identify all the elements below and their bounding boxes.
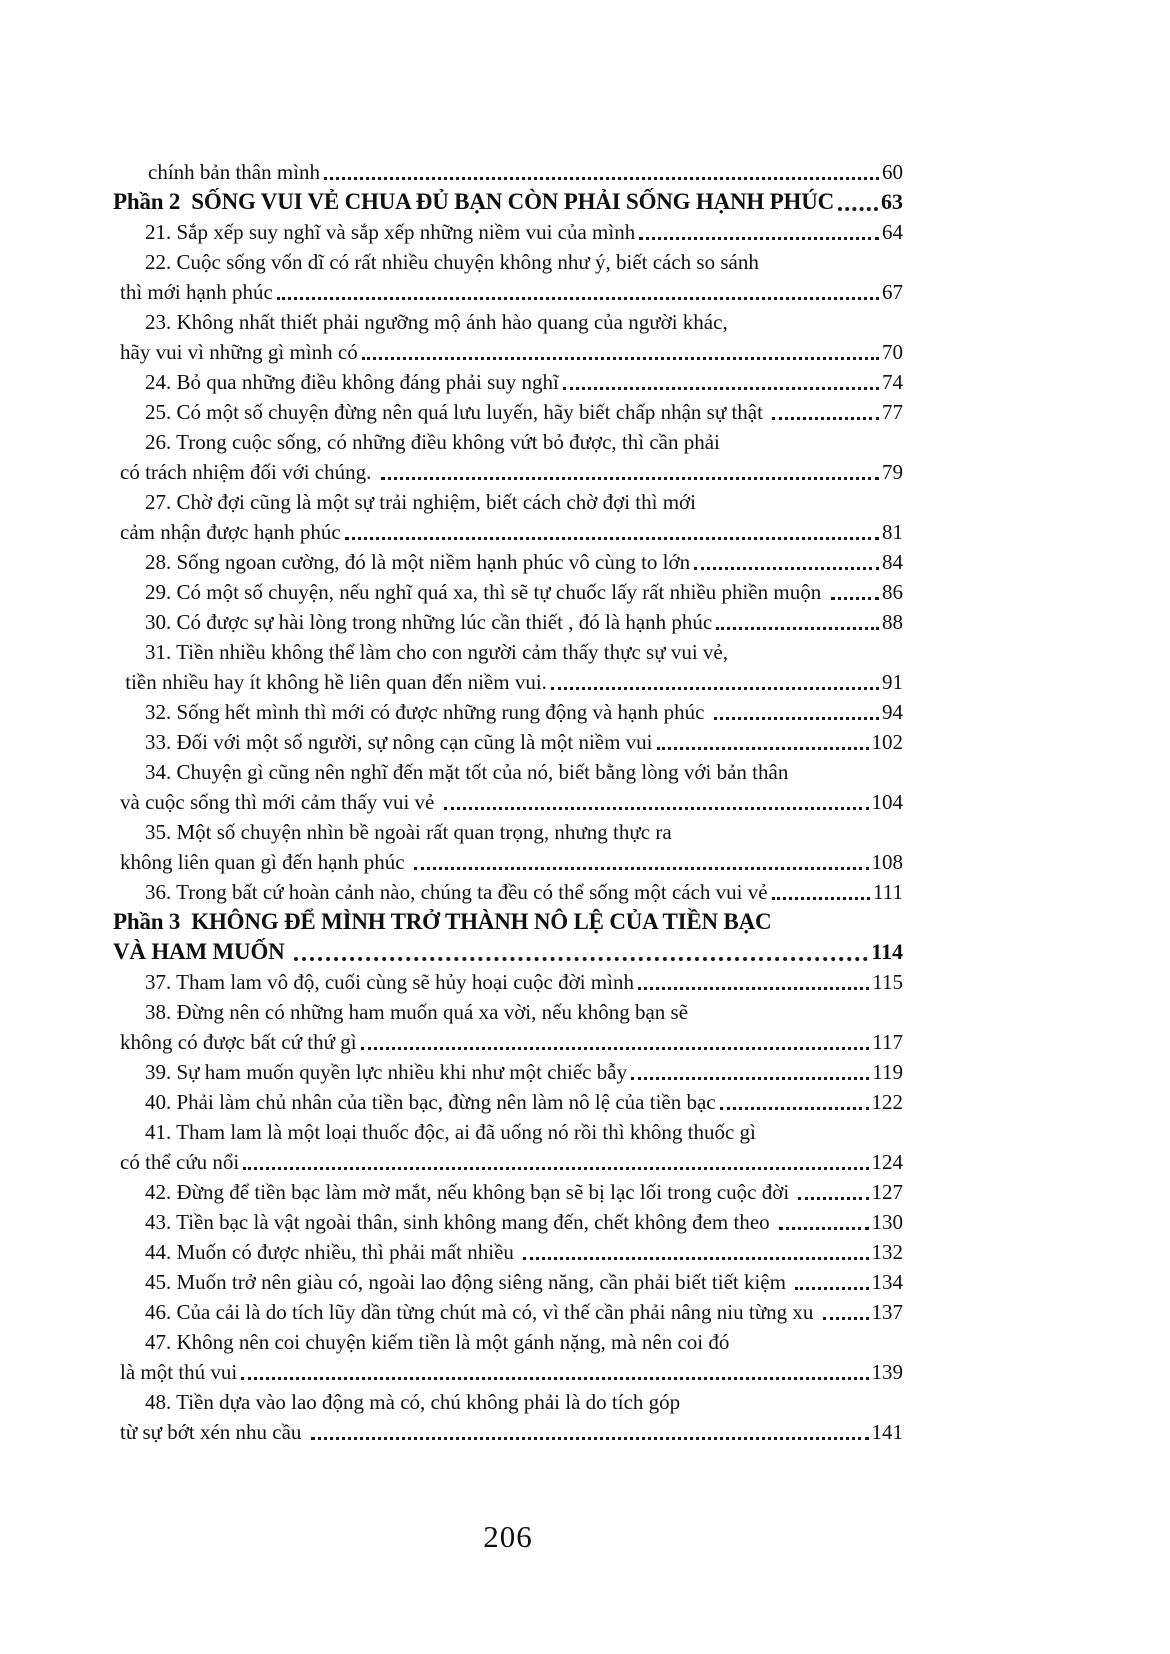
toc-row xyxy=(113,637,903,667)
dot-leader xyxy=(795,1267,868,1290)
toc-row xyxy=(113,1057,903,1087)
dot-leader xyxy=(714,697,879,720)
toc-entry-text: 42. Đừng để tiền bạc làm mờ mắt, nếu không bạn sẽ bị lạc lối trong cuộc đời xyxy=(145,1180,795,1204)
toc-entry-text: 47. Không nên coi chuyện kiếm tiền là một gánh nặng, mà nên coi đó xyxy=(145,1330,730,1354)
toc-entry-text: 33. Đối với một số người, sự nông cạn cũng là một niềm vui xyxy=(145,730,653,754)
toc-page-number: 139 xyxy=(871,1360,903,1384)
toc-page-number: 114 xyxy=(871,939,903,964)
toc-row xyxy=(113,187,903,217)
toc-entry-text: 48. Tiền dựa vào lao động mà có, chú không phải là do tích góp xyxy=(145,1390,681,1414)
toc-entry-text: là một thú vui xyxy=(120,1360,238,1384)
dot-leader xyxy=(716,607,879,630)
toc-row xyxy=(113,217,903,247)
dot-leader xyxy=(523,1237,868,1260)
dot-leader xyxy=(361,1027,870,1050)
toc-page-number: 141 xyxy=(871,1420,903,1444)
dot-leader xyxy=(362,337,879,360)
toc-row xyxy=(113,1237,903,1267)
toc-entry-text: 40. Phải làm chủ nhân của tiền bạc, đừng nên làm nô lệ của tiền bạc xyxy=(145,1090,716,1114)
dot-leader xyxy=(241,1357,868,1380)
toc-entry-text: từ sự bớt xén nhu cầu xyxy=(120,1420,307,1444)
toc-page-number: 119 xyxy=(872,1060,903,1084)
toc-row xyxy=(113,457,903,487)
dot-leader xyxy=(311,1417,869,1440)
toc-row xyxy=(113,157,903,187)
toc-row xyxy=(113,817,903,847)
dot-leader xyxy=(638,967,869,990)
dot-leader xyxy=(694,547,879,570)
toc-page-number: 63 xyxy=(881,189,903,214)
toc-row xyxy=(113,847,903,877)
toc-page-number: 137 xyxy=(871,1300,903,1324)
toc-page-number: 94 xyxy=(882,700,903,724)
toc-entry-text: 25. Có một số chuyện đừng nên quá lưu luyến, hãy biết chấp nhận sự thật xyxy=(145,400,769,424)
toc-entry-text: 27. Chờ đợi cũng là một sự trải nghiệm, biết cách chờ đợi thì mới xyxy=(145,490,696,514)
toc-row xyxy=(113,247,903,277)
toc-row xyxy=(113,727,903,757)
toc-page-number: 122 xyxy=(871,1090,903,1114)
toc-page-number: 64 xyxy=(882,220,903,244)
toc-page-number: 132 xyxy=(871,1240,903,1264)
toc-page-number: 77 xyxy=(882,400,903,424)
footer-page-number: 206 xyxy=(483,1519,533,1554)
toc-page-number: 91 xyxy=(882,670,903,694)
toc-row xyxy=(113,937,903,967)
toc-page-number: 60 xyxy=(882,160,903,184)
dot-leader xyxy=(831,577,879,600)
toc-entry-text: 41. Tham lam là một loại thuốc độc, ai đã uống nó rồi thì không thuốc gì xyxy=(145,1120,756,1144)
dot-leader xyxy=(414,847,869,870)
toc-row xyxy=(113,997,903,1027)
toc-row xyxy=(113,667,903,697)
toc-section-title: Phần 3 KHÔNG ĐỂ MÌNH TRỞ THÀNH NÔ LỆ CỦA TIỀN BẠC xyxy=(113,909,772,934)
toc-entry-text: 39. Sự ham muốn quyền lực nhiều khi như một chiếc bẫy xyxy=(145,1060,628,1084)
table-of-contents xyxy=(113,0,903,1447)
toc-entry-text: không liên quan gì đến hạnh phúc xyxy=(120,850,410,874)
toc-row xyxy=(113,1297,903,1327)
dot-leader xyxy=(772,877,870,900)
dot-leader xyxy=(838,187,878,211)
toc-entry-text: 31. Tiền nhiều không thể làm cho con người cảm thấy thực sự vui vẻ, xyxy=(145,640,729,664)
toc-page-number: 127 xyxy=(871,1180,903,1204)
toc-page-number: 117 xyxy=(872,1030,903,1054)
toc-entry-text: 26. Trong cuộc sống, có những điều không vứt bỏ được, thì cần phải xyxy=(145,430,720,454)
toc-row xyxy=(113,1417,903,1447)
toc-page-number: 130 xyxy=(871,1210,903,1234)
toc-entry-text: 29. Có một số chuyện, nếu nghĩ quá xa, thì sẽ tự chuốc lấy rất nhiều phiền muộn xyxy=(145,580,827,604)
toc-entry-text: 36. Trong bất cứ hoàn cảnh nào, chúng ta đều có thể sống một cách vui vẻ xyxy=(145,880,768,904)
toc-entry-text: hãy vui vì những gì mình có xyxy=(120,340,358,364)
toc-row xyxy=(113,1177,903,1207)
toc-page-number: 134 xyxy=(871,1270,903,1294)
toc-page-number: 88 xyxy=(882,610,903,634)
dot-leader xyxy=(772,397,879,420)
toc-row xyxy=(113,337,903,367)
toc-entry-text: 22. Cuộc sống vốn dĩ có rất nhiều chuyện không như ý, biết cách so sánh xyxy=(145,250,759,274)
dot-leader xyxy=(720,1087,869,1110)
dot-leader xyxy=(779,1207,869,1230)
dot-leader xyxy=(798,1177,868,1200)
toc-row xyxy=(113,397,903,427)
toc-row xyxy=(113,757,903,787)
toc-entry-text: cảm nhận được hạnh phúc xyxy=(120,520,341,544)
toc-page-number: 67 xyxy=(882,280,903,304)
toc-entry-text: 35. Một số chuyện nhìn bề ngoài rất quan trọng, nhưng thực ra xyxy=(145,820,672,844)
toc-row xyxy=(113,1027,903,1057)
toc-entry-text: 32. Sống hết mình thì mới có được những rung động và hạnh phúc xyxy=(145,700,710,724)
toc-page-number: 84 xyxy=(882,550,903,574)
toc-page-number: 79 xyxy=(882,460,903,484)
toc-entry-text: 46. Của cải là do tích lũy dần từng chút mà có, vì thế cần phải nâng niu từng xu xyxy=(145,1300,819,1324)
toc-page-number: 104 xyxy=(871,790,903,814)
toc-entry-text: 37. Tham lam vô độ, cuối cùng sẽ hủy hoại cuộc đời mình xyxy=(145,970,634,994)
dot-leader xyxy=(551,667,879,690)
dot-leader xyxy=(381,457,879,480)
toc-page-number: 86 xyxy=(882,580,903,604)
toc-row xyxy=(113,907,903,937)
toc-entry-text: 24. Bỏ qua những điều không đáng phải suy nghĩ xyxy=(145,370,559,394)
toc-row xyxy=(113,367,903,397)
dot-leader xyxy=(631,1057,869,1080)
toc-row xyxy=(113,967,903,997)
toc-page-number: 108 xyxy=(871,850,903,874)
toc-page-number: 81 xyxy=(882,520,903,544)
toc-section-title: VÀ HAM MUỐN xyxy=(113,939,291,964)
dot-leader xyxy=(243,1147,868,1170)
toc-row xyxy=(113,607,903,637)
toc-row xyxy=(113,1357,903,1387)
toc-page-number: 124 xyxy=(871,1150,903,1174)
dot-leader xyxy=(657,727,869,750)
toc-entry-text: 30. Có được sự hài lòng trong những lúc cần thiết , đó là hạnh phúc xyxy=(145,610,713,634)
toc-entry-text: tiền nhiều hay ít không hề liên quan đến niềm vui. xyxy=(120,670,547,694)
toc-entry-text: có thể cứu nổi xyxy=(120,1150,240,1174)
toc-entry-text: không có được bất cứ thứ gì xyxy=(120,1030,357,1054)
toc-row xyxy=(113,1327,903,1357)
toc-entry-text: 44. Muốn có được nhiều, thì phải mất nhiều xyxy=(145,1240,520,1264)
toc-row xyxy=(113,877,903,907)
toc-entry-text: 21. Sắp xếp suy nghĩ và sắp xếp những niềm vui của mình xyxy=(145,220,636,244)
toc-row xyxy=(113,1267,903,1297)
toc-entry-text: chính bản thân mình xyxy=(148,160,321,184)
dot-leader xyxy=(294,937,868,961)
toc-entry-text: 28. Sống ngoan cường, đó là một niềm hạnh phúc vô cùng to lớn xyxy=(145,550,691,574)
toc-entry-text: 38. Đừng nên có những ham muốn quá xa vời, nếu không bạn sẽ xyxy=(145,1000,689,1024)
dot-leader xyxy=(324,157,879,180)
toc-entry-text: có trách nhiệm đối với chúng. xyxy=(120,460,377,484)
toc-row xyxy=(113,277,903,307)
toc-entry-text: 34. Chuyện gì cũng nên nghĩ đến mặt tốt của nó, biết bằng lòng với bản thân xyxy=(145,760,789,784)
toc-page-number: 115 xyxy=(872,970,903,994)
toc-row xyxy=(113,697,903,727)
toc-entry-text: 45. Muốn trở nên giàu có, ngoài lao động siêng năng, cần phải biết tiết kiệm xyxy=(145,1270,792,1294)
toc-page-number: 102 xyxy=(871,730,903,754)
toc-page-number: 74 xyxy=(882,370,903,394)
toc-row xyxy=(113,1087,903,1117)
dot-leader xyxy=(639,217,879,240)
toc-row xyxy=(113,427,903,457)
toc-entry-text: thì mới hạnh phúc xyxy=(120,280,273,304)
dot-leader xyxy=(444,787,869,810)
toc-row xyxy=(113,1387,903,1417)
dot-leader xyxy=(277,277,879,300)
toc-row xyxy=(113,517,903,547)
toc-row xyxy=(113,487,903,517)
toc-entry-text: và cuộc sống thì mới cảm thấy vui vẻ xyxy=(120,790,440,814)
dot-leader xyxy=(823,1297,869,1320)
dot-leader xyxy=(563,367,879,390)
toc-row xyxy=(113,1207,903,1237)
toc-row xyxy=(113,547,903,577)
toc-entry-text: 43. Tiền bạc là vật ngoài thân, sinh không mang đến, chết không đem theo xyxy=(145,1210,775,1234)
toc-row xyxy=(113,307,903,337)
toc-entry-text: 23. Không nhất thiết phải ngưỡng mộ ánh hào quang của người khác, xyxy=(145,310,728,334)
toc-row xyxy=(113,787,903,817)
toc-section-title: Phần 2 SỐNG VUI VẺ CHUA ĐỦ BẠN CÒN PHẢI SỐNG HẠNH PHÚC xyxy=(113,189,835,214)
toc-row xyxy=(113,1117,903,1147)
toc-row xyxy=(113,1147,903,1177)
dot-leader xyxy=(345,517,879,540)
toc-page-number: 111 xyxy=(873,880,903,904)
toc-row xyxy=(113,577,903,607)
toc-page-number: 70 xyxy=(882,340,903,364)
